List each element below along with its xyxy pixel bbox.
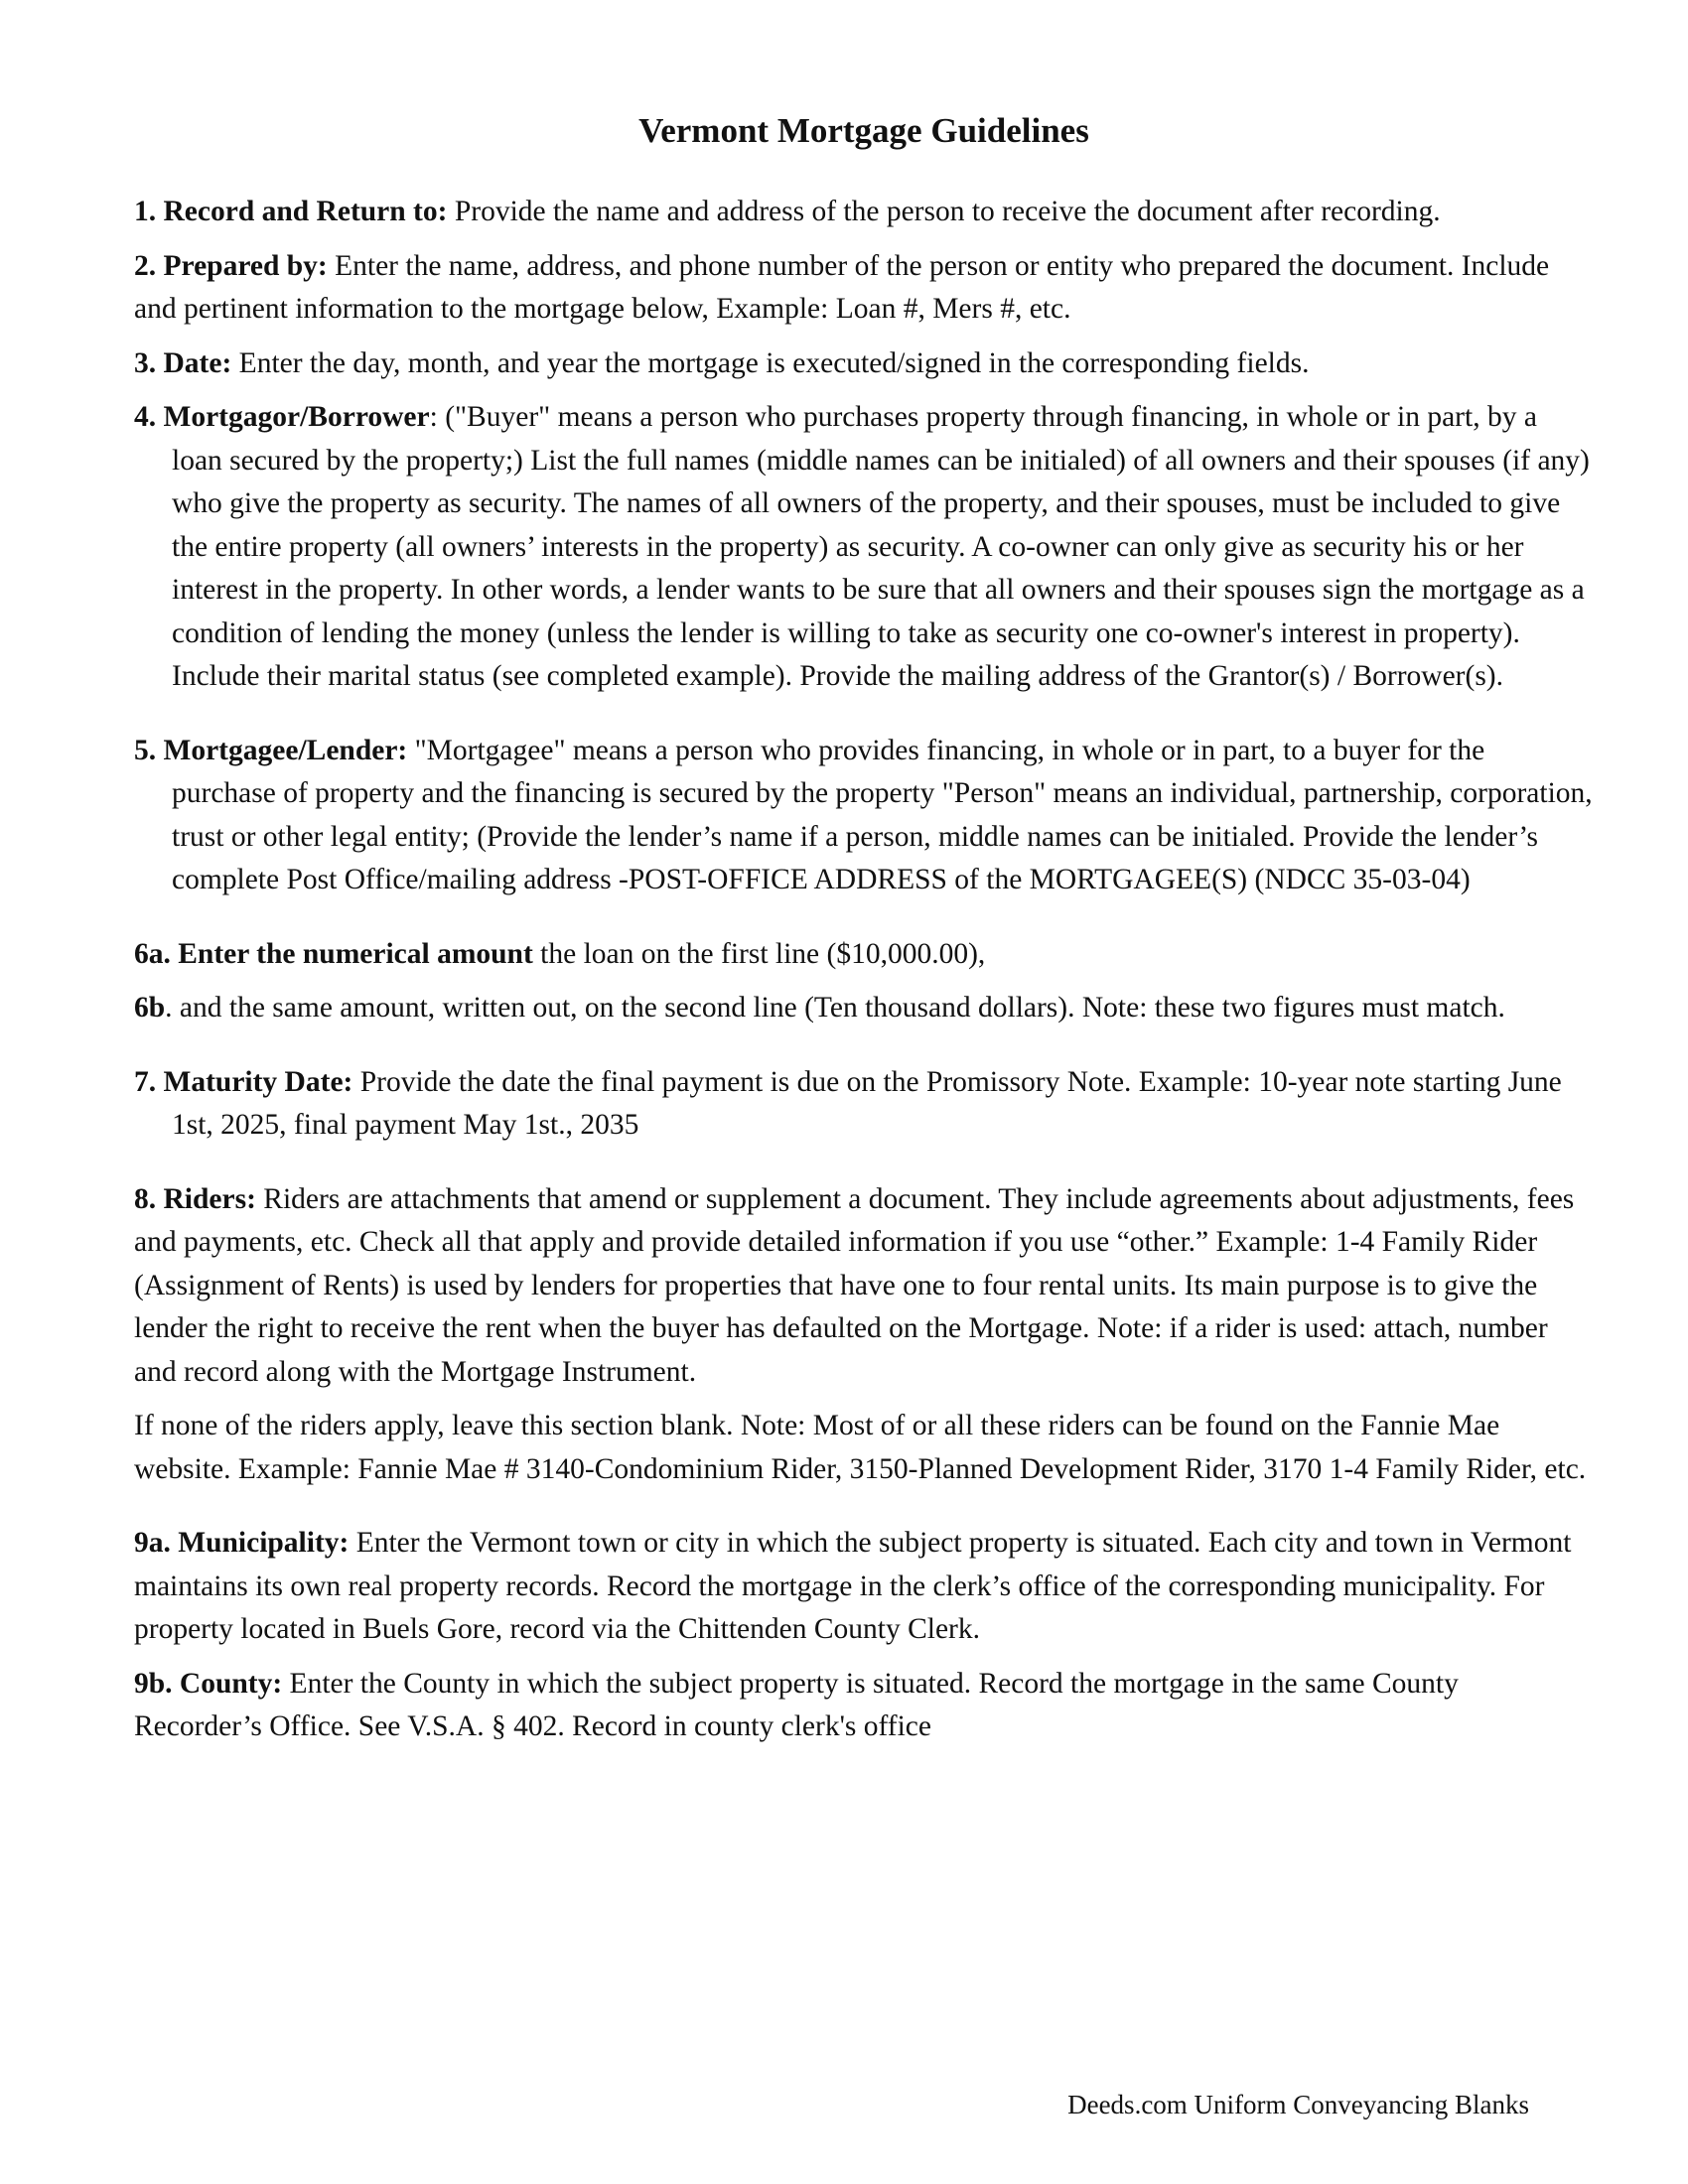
item-label: 5. Mortgagee/Lender: [134,734,408,766]
item-label: 7. Maturity Date: [134,1065,353,1098]
item-text: Enter the day, month, and year the mortgage is executed/signed in the corresponding fields. [231,346,1310,379]
item-text: Riders are attachments that amend or supplement a document. They include agreements about adjustments, fees and payments, etc. Check all that apply and provide detailed information if you use “other.” Example: 1-4 Family Rider (Assignment of Rents) is used by lenders for properties that have one to four rental units. Its main purpose is to give the lender the right to receive the rent when the buyer has defaulted on the Mortgage. Note: if a rider is used: attach, number and record along with the Mortgage Instrument. [134,1182,1575,1388]
item-numerical-amount [134,933,1594,977]
item-mortgagee-lender [134,730,1594,902]
item-text: . and the same amount, written out, on the second line (Ten thousand dollars). Note: these two figures must match. [165,992,1505,1024]
item-label: 9b. County: [134,1667,283,1700]
item-mortgagor-borrower [134,396,1594,699]
item-record-and-return [134,191,1594,234]
item-label: 9a. Municipality: [134,1527,350,1559]
item-label: 2. Prepared by: [134,249,328,282]
guideline-list [134,191,1594,1749]
item-date [134,342,1594,386]
item-riders-note [134,1405,1594,1491]
item-label: 6b [134,992,166,1024]
item-text: : ("Buyer" means a person who purchases property through financing, in whole or in part, by a loan secured by the property;) List the full names (middle names can be initialed) of all owners and their spouses (if any) who give the property as security. The names of all owners of the property, and their spouses, must be included to give the entire property (all owners’ interests in the property) as security. A co-owner can only give as security his or her interest in the property. In other words, a lender wants to be sure that all owners and their spouses sign the mortgage as a condition of lending the money (unless the lender is willing to take as security one co-owner's interest in property). Include their marital status (see completed example). Provide the mailing address of the Grantor(s) / Borrower(s). [172,401,1590,692]
item-municipality [134,1522,1594,1652]
page-footer: Deeds.com Uniform Conveyancing Blanks [1067,2090,1529,2119]
item-label: 6a. Enter the numerical amount [134,937,533,970]
item-text: Enter the name, address, and phone number of the person or entity who prepared the document. Include and pertinent information to the mortgage below, Example: Loan #, Mers #, etc. [134,249,1550,325]
item-text: the loan on the first line ($10,000.00), [532,937,986,970]
item-text: Provide the date the final payment is due on the Promissory Note. Example: 10-year note starting June 1st, 2025, final payment May 1st., 2035 [172,1065,1562,1141]
document-title: Vermont Mortgage Guidelines [638,111,1089,150]
item-prepared-by [134,245,1594,332]
item-text: "Mortgagee" means a person who provides financing, in whole or in part, to a buyer for the purchase of property and the financing is secured by the property "Person" means an individual, partnership, corporation, trust or other legal entity; (Provide the lender’s name if a person, middle names can be initialed. Provide the lender’s complete Post Office/mailing address -POST-OFFICE ADDRESS of the MORTGAGEE(S) (NDCC 35-03-04) [172,734,1593,895]
item-label: 1. Record and Return to: [134,196,448,227]
item-text: Enter the Vermont town or city in which the subject property is situated. Each city and town in Vermont maintains its own real property records. Record the mortgage in the clerk’s office of the corresponding municipality. For property located in Buels Gore, record via the Chittenden County Clerk. [134,1527,1572,1645]
item-text: Enter the County in which the subject property is situated. Record the mortgage in the same County Recorder’s Office. See V.S.A. § 402. Record in county clerk's office [134,1667,1459,1742]
item-label: 4. Mortgagor/Borrower [134,401,430,433]
item-label: 8. Riders: [134,1182,256,1215]
item-written-amount [134,987,1594,1030]
item-county [134,1663,1594,1749]
item-riders [134,1178,1594,1395]
item-maturity-date [134,1061,1594,1148]
item-text: If none of the riders apply, leave this section blank. Note: Most of or all these riders can be found on the Fannie Mae website. Example: Fannie Mae # 3140-Condominium Rider, 3150-Planned Development Rider, 3170 1-4 Family Rider, etc. [134,1410,1587,1485]
item-label: 3. Date: [134,346,232,379]
item-text: Provide the name and address of the person to receive the document after recording. [447,196,1441,227]
